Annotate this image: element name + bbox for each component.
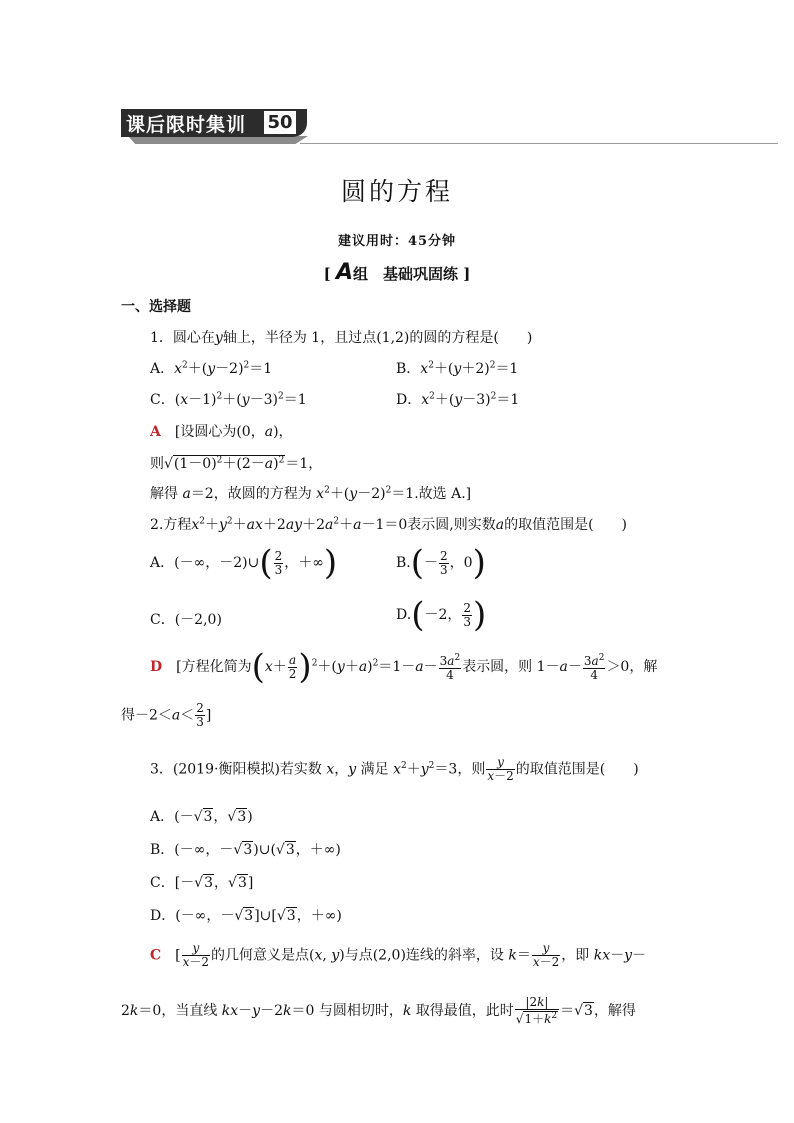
q3-option-c: C．[－√3，√3]	[150, 875, 254, 891]
group-close-bracket: ]	[463, 265, 471, 283]
q2-option-b: B.(－ $\frac{2}{3}$ ，0)	[396, 543, 486, 583]
suggested-time: 建议用时：45分钟	[337, 234, 457, 249]
q2-option-d: D.(－2， $\frac{2}{3}$ )	[396, 595, 487, 635]
q1-solution-line-2: 则$√(1-0)^2+(2-a)^2=1$，	[150, 455, 323, 472]
q3-stem: 3．(2019·衡阳模拟)若实数 x，y 满足 $x^2+y^2=3$，则 $\frac{y}{x-2}$ 的取值范围是( )	[150, 755, 639, 783]
group-heading	[0, 260, 794, 285]
group-letter: A	[335, 260, 353, 285]
q1-solution-line-3: 解得 a＝2，故圆的方程为 $x^2+(y-2)^2=1$.故选 A.]	[150, 485, 472, 502]
q3-answer: C	[150, 947, 162, 964]
q3-solution-line-1: C [ $\frac{y}{x-2}$ 的几何意义是点(x, y)与点(2,0)连线的斜率，设 k＝ $\frac{y}{x-2}$ ，即 kx－y－	[150, 941, 647, 969]
q1-solution-line-1: A [设圆心为(0，a)，	[150, 424, 293, 440]
q1-option-c: C．$(x-1)^2+(y-3)^2=1$	[150, 391, 307, 408]
q3-option-b: B．(－∞，－√3)∪(√3，＋∞)	[150, 842, 341, 858]
q1-answer: A	[150, 424, 161, 440]
q3-option-d: D．(－∞，－√3]∪[√3，＋∞)	[150, 908, 342, 924]
group-label: 组 基础巩固练	[353, 265, 459, 283]
header-badge-label: 课后限时集训	[126, 114, 247, 136]
q1-option-d: D．$x^2+(y-3)^2=1$	[396, 391, 520, 408]
q2-stem: 2.方程$x^2+y^2+ax+2ay+2a^2+a-1=0$表示圆,则实数a的取值范围是( )	[150, 516, 628, 533]
page-title: 圆的方程	[340, 177, 453, 206]
header-badge-shadow	[128, 136, 308, 144]
q2-option-a: A．(－∞，－2)∪( $\frac{2}{3}$ ，＋∞)	[150, 543, 338, 583]
header-badge-number: 50	[264, 111, 296, 134]
q1-stem: 1．圆心在y轴上，半径为 1，且过点(1,2)的圆的方程是( )	[150, 330, 533, 346]
q1-option-b: B．$x^2+(y+2)^2=1$	[396, 360, 519, 377]
header-rule	[300, 143, 778, 144]
q2-solution-line-1: D [方程化简为(x＋ $\frac{a}{2}$ )$^2+(y+a)^2=1-a-$ $\frac{3a^2}{4}$ 表示圆，则 1－a－ $\frac{3a^2}{4}$ ＞0，解	[150, 647, 658, 687]
section-heading: 一、选择题	[121, 299, 191, 315]
q2-answer: D	[150, 659, 163, 675]
q3-solution-line-2: 2k＝0，当直线 kx－y－2k＝0 与圆相切时，k 取得最值，此时 $\frac{|2k|}{√1+k^2}$ ＝√3，解得	[121, 995, 636, 1026]
q1-option-a: A．$x^2+(y-2)^2=1$	[150, 360, 273, 377]
q3-option-a: A．(－√3，√3)	[150, 809, 253, 825]
q2-option-c: C．(－2,0)	[150, 612, 222, 628]
q2-solution-line-2: 得－2＜a＜ $\frac{2}{3}$ ]	[121, 701, 212, 729]
group-open-bracket: [	[323, 265, 331, 283]
